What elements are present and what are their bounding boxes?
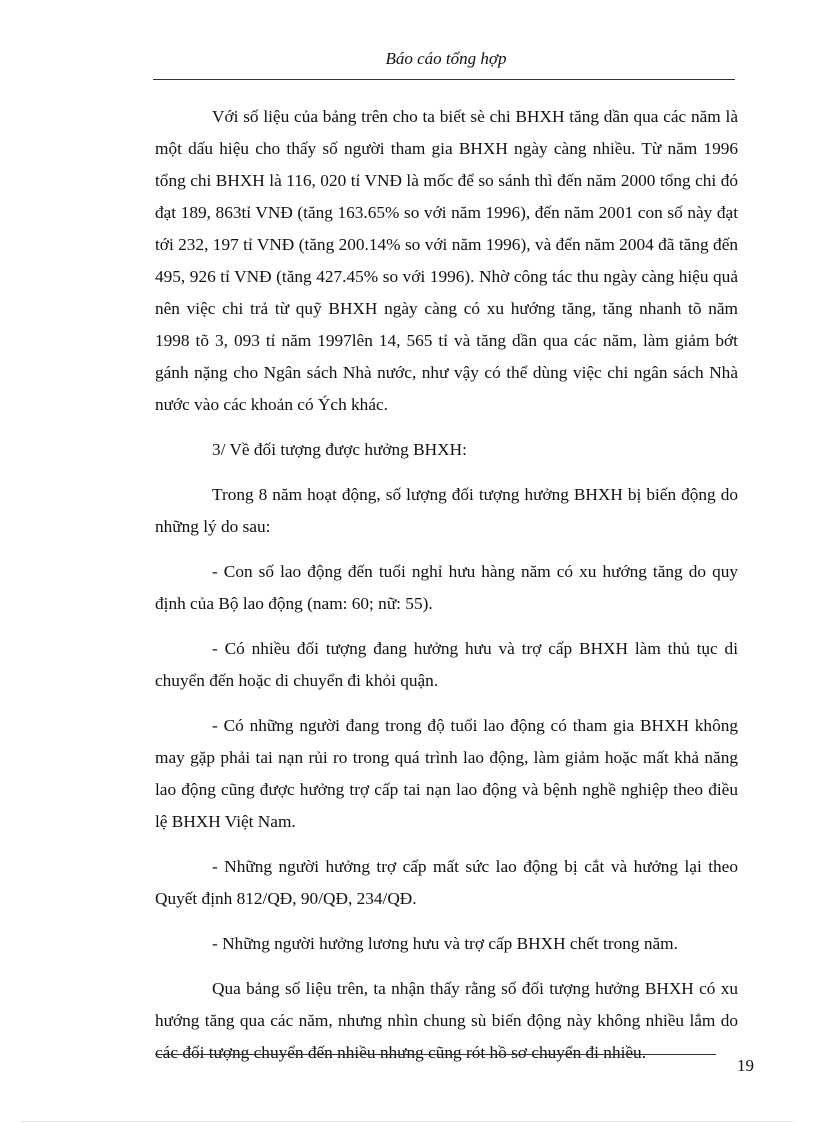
paragraph-3: Trong 8 năm hoạt động, số lượng đối tượng hưởng BHXH bị biến động do những lý do sau: [155,485,738,536]
paragraph-9: Qua bảng số liệu trên, ta nhận thấy rằng số đối tượng hưởng BHXH có xu hướng tăng qua các năm, nhưng nhìn chung sù biến động này không nhiều lắm do các đối tượng chuyển đến nhiều nhưng cũng rót hồ sơ chuyển đi nhiều. [155,979,738,1062]
paragraph-4: - Con số lao động đến tuổi nghỉ hưu hàng năm có xu hướng tăng do quy định của Bộ lao động (nam: 60; nữ: 55). [155,562,738,613]
paragraph-5: - Có nhiều đối tượng đang hưởng hưu và trợ cấp BHXH làm thủ tục di chuyển đến hoặc di chuyển đi khỏi quận. [155,639,738,690]
header-divider [153,79,735,80]
paragraph-7: - Những người hưởng trợ cấp mất sức lao động bị cắt và hưởng lại theo Quyết định 812/QĐ, 90/QĐ, 234/QĐ. [155,857,738,908]
page-header-title: Báo cáo tổng hợp [385,49,507,68]
page-edge-divider [22,1121,794,1122]
paragraph-2: 3/ Về đối tượng được hưởng BHXH: [212,440,467,459]
paragraph-6: - Có những người đang trong độ tuổi lao động có tham gia BHXH không may gặp phải tai nạn rủi ro trong quá trình lao động, làm giảm hoặc mất khả năng lao động cũng được hưởng trợ cấp tai nạn lao động và bệnh nghề nghiệp theo điều lệ BHXH Việt Nam. [155,716,738,831]
paragraph-8: - Những người hưởng lương hưu và trợ cấp BHXH chết trong năm. [212,934,678,953]
document-body [155,101,738,1069]
paragraph-1: Với số liệu của bảng trên cho ta biết sè chi BHXH tăng dần qua các năm là một dấu hiệu cho thấy số người tham gia BHXH ngày càng nhiều. Từ năm 1996 tổng chi BHXH là 116, 020 tỉ VNĐ là mốc để so sánh thì đến năm 2000 tổng chi đó đạt 189, 863tỉ VNĐ (tăng 163.65% so với năm 1996), đến năm 2001 con số này đạt tới 232, 197 tỉ VNĐ (tăng 200.14% so với năm 1996), và đến năm 2004 đã tăng đến 495, 926 tỉ VNĐ (tăng 427.45% so với 1996). Nhờ công tác thu ngày càng hiệu quả nên việc chi trả từ quỹ BHXH ngày càng có xu hướng tăng, tăng nhanh tõ năm 1998 tõ 3, 093 tỉ năm 1997lên 14, 565 tỉ và tăng dần qua các năm, làm giảm bớt gánh nặng cho Ngân sách Nhà nước, như vậy có thể dùng việc chi ngân sách Nhà nước vào các khoản có Ých khác. [155,107,738,414]
footer-divider [155,1054,716,1055]
page-number: 19 [737,1056,754,1075]
